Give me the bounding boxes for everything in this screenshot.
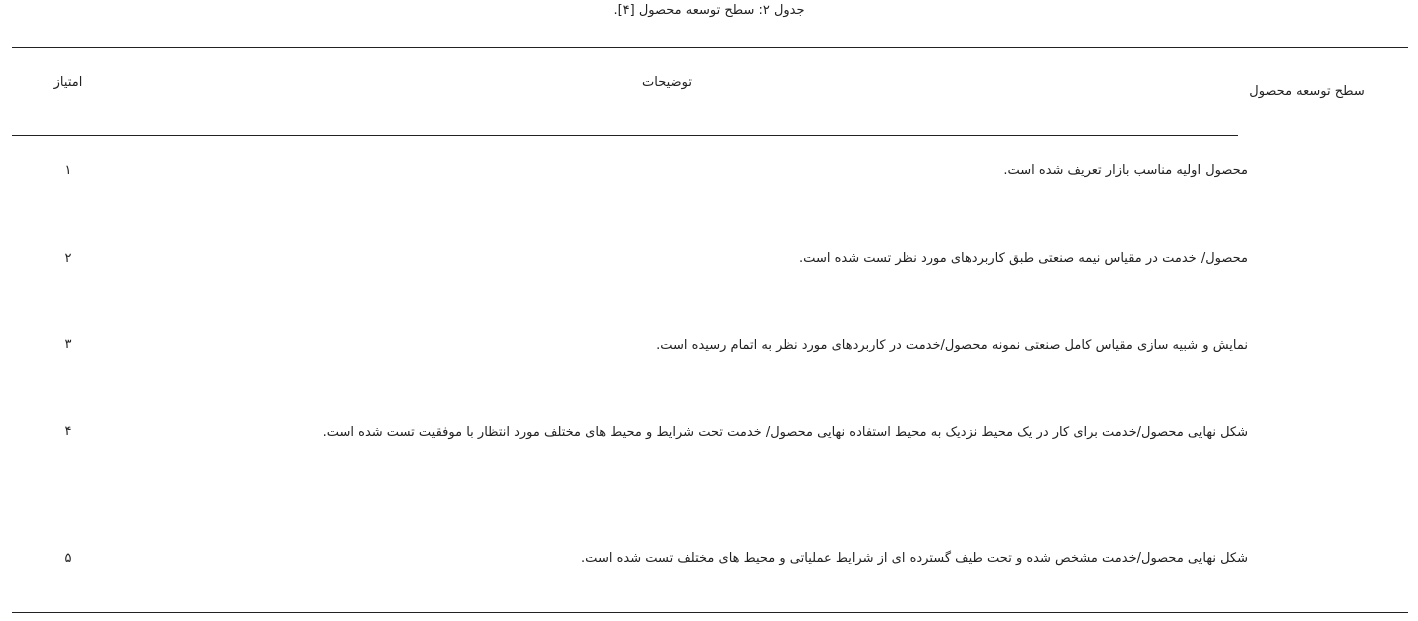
table-bottom-rule	[12, 612, 1408, 613]
row-3-description: نمایش و شبیه سازی مقیاس کامل صنعتی نمونه محصول/خدمت در کاربردهای مورد نظر به اتمام رسیده است.	[656, 338, 1248, 353]
row-2-description: محصول/ خدمت در مقیاس نیمه صنعتی طبق کاربردهای مورد نظر تست شده است.	[799, 251, 1248, 266]
score-column-header: امتیاز	[53, 75, 83, 90]
description-column-header: توضیحات	[642, 75, 692, 90]
header-rule	[12, 135, 1238, 136]
row-1-description: محصول اولیه مناسب بازار تعریف شده است.	[1003, 163, 1248, 178]
row-5-description: شکل نهایی محصول/خدمت مشخص شده و تحت طیف گسترده ای از شرایط عملیاتی و محیط های مختلف تست شده است.	[581, 551, 1248, 566]
table-top-rule	[12, 47, 1408, 48]
table-caption: جدول ۲: سطح توسعه محصول [۴].	[613, 3, 805, 18]
row-1-score: ۱	[64, 163, 72, 178]
row-4-score: ۴	[64, 424, 72, 439]
level-column-header: سطح توسعه محصول	[1249, 84, 1365, 99]
row-5-score: ۵	[64, 551, 72, 566]
row-3-score: ۳	[64, 337, 72, 352]
row-2-score: ۲	[64, 251, 72, 266]
row-4-description: شکل نهایی محصول/خدمت برای کار در یک محیط نزدیک به محیط استفاده نهایی محصول/ خدمت تحت شرایط و محیط های مختلف مورد انتظار با موفقیت تست شده است.	[322, 425, 1248, 440]
